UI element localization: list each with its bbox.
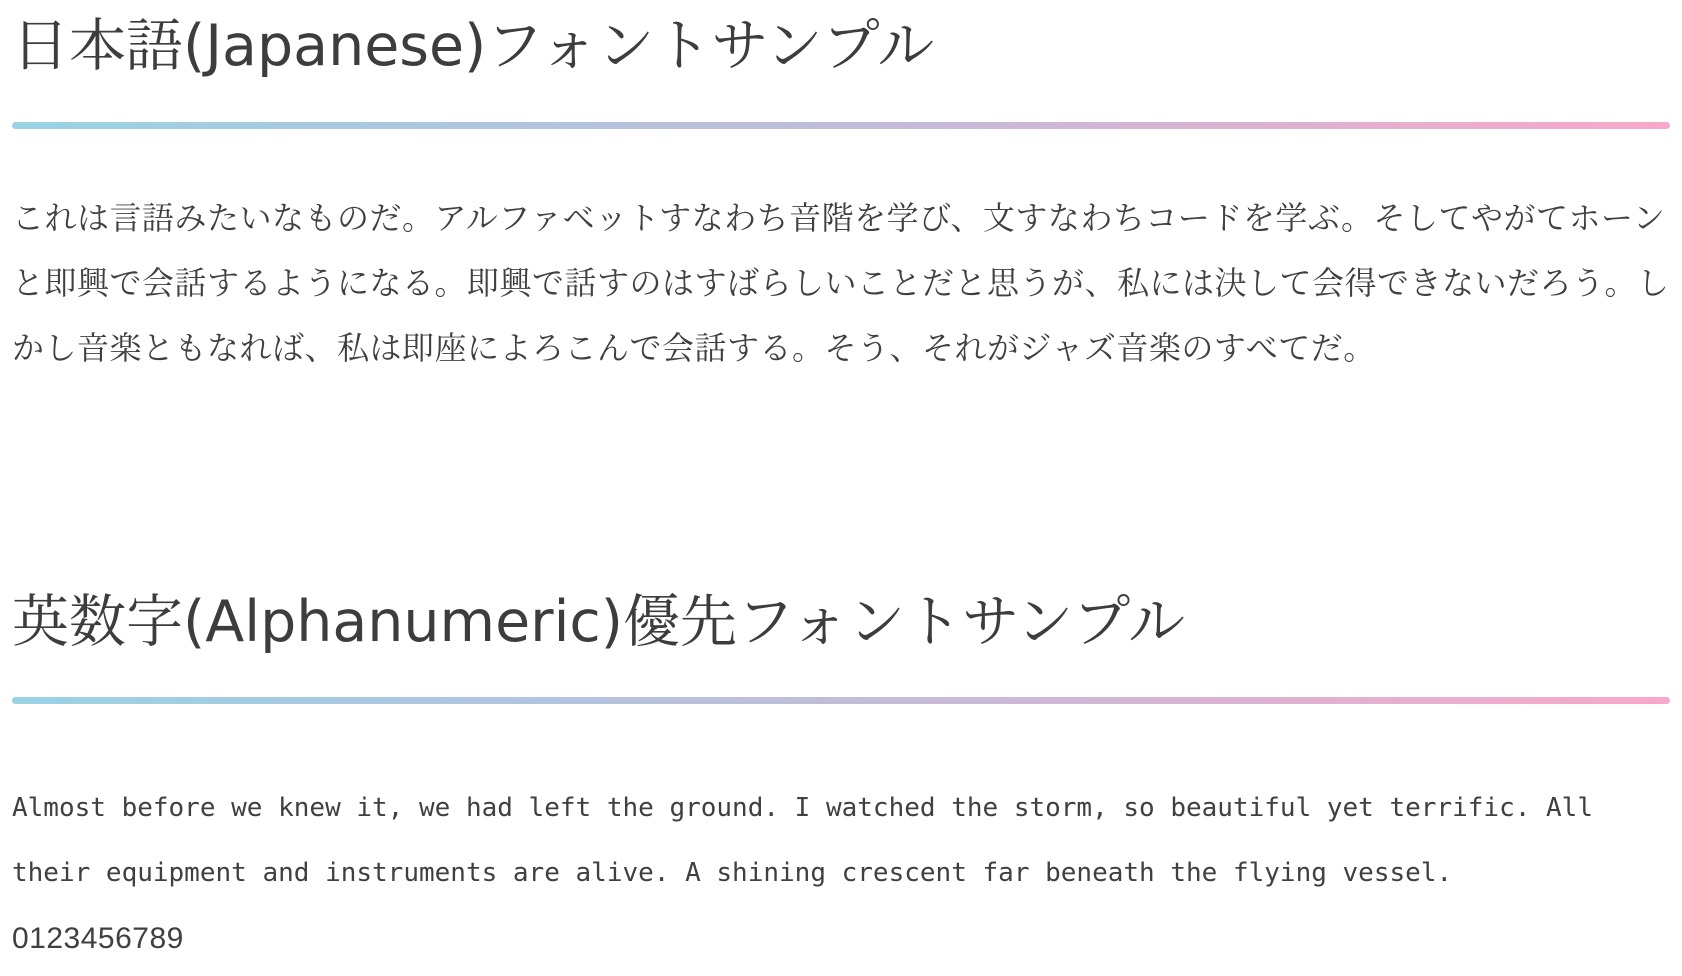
alphanumeric-sample-section [12, 586, 1670, 971]
digit-sample-text: 0123456789 [12, 922, 184, 955]
japanese-sample-text: これは言語みたいなものだ。アルファベットすなわち音階を学び、文すなわちコードを学ぶ。そしてやがてホーンと即興で会話するようになる。即興で話すのはすばらしいことだと思うが、私には決して会得できないだろう。しかし音楽ともなれば、私は即座によろこんで会話する。そう、それがジャズ音楽のすべてだ。 [12, 199, 1670, 367]
gradient-divider [12, 697, 1670, 704]
alphanumeric-sample-heading: 英数字(Alphanumeric)優先フォントサンプル [12, 589, 1186, 655]
alphanumeric-sample-text: Almost before we knew it, we had left the ground. I watched the storm, so beautiful yet terrific. All their equipment and instruments are alive. A shining crescent far beneath the flying vessel. [12, 793, 1593, 888]
gradient-divider [12, 122, 1670, 129]
japanese-sample-section [12, 10, 1670, 381]
japanese-sample-heading: 日本語(Japanese)フォントサンプル [12, 13, 935, 79]
